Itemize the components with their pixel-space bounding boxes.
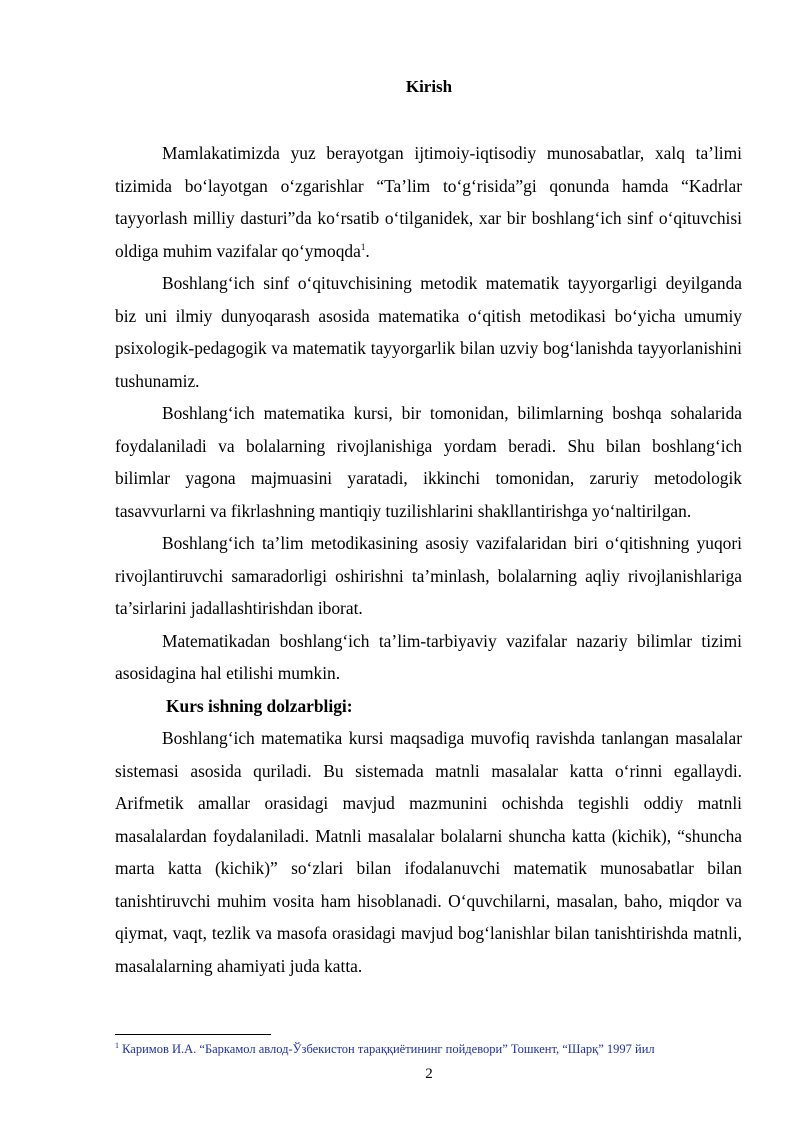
paragraph-methodical-preparation: Boshlang‘ich sinf o‘qituvchisining metodik matematik tayyorgarligi deyilganda biz uni ilmiy dunyoqarash asosida matematika o‘qitish metodikasi bo‘yicha umumiy psixologik-pedagogik va matematik tayyorgarlik bilan uzviy bog‘lanishda tayyorlanishini tushunamiz.	[115, 273, 742, 391]
footnote-divider	[115, 1034, 271, 1035]
paragraph-mathematics-course: Boshlang‘ich matematika kursi, bir tomonidan, bilimlarning boshqa sohalarida foydalaniladi va bolalarning rivojlanishiga yordam beradi. Shu bilan boshlang‘ich bilimlar yagona majmuasini yaratadi, ikkinchi tomonidan, zaruriy metodologik tasavvurlarni va fikrlashning mantiqiy tuzilishlarini shakllantirishga yo‘naltirilgan.	[115, 403, 742, 521]
page-title: Kirish	[405, 77, 453, 96]
footnote-text: Каримов И.А. “Баркамол авлод-Ўзбекистон тараққиётининг пойдевори” Тошкент, “Шарқ” 1997 йил	[122, 1042, 655, 1056]
page-number: 2	[425, 1066, 433, 1082]
paragraph-educational-tasks: Matematikadan boshlang‘ich ta’lim-tarbiyaviy vazifalar nazariy bilimlar tizimi asosidagina hal etilishi mumkin.	[115, 630, 742, 683]
body-text	[115, 137, 742, 982]
paragraph-intro: Mamlakatimizda yuz berayotgan ijtimoiy-iqtisodiy munosabatlar, xalq ta’limi tizimida bo‘layotgan o‘zgarishlar “Ta’lim to‘g‘risida”gi qonunda hamda “Kadrlar tayyorlash milliy dasturi”da ko‘rsatib o‘tilganidek, xar bir boshlang‘ich sinf o‘qituvchisi oldiga muhim vazifalar qo‘ymoqda$^1$.	[115, 143, 742, 261]
footnote-marker: 1	[115, 1040, 119, 1050]
paragraph-text-problems: Boshlang‘ich matematika kursi maqsadiga muvofiq ravishda tanlangan masalalar sistemasi asosida quriladi. Bu sistemada matnli masalalar katta o‘rinni egallaydi. Arifmetik amallar orasidagi mavjud mazmunini ochishda tegishli oddiy matnli masalalardan foydalaniladi. Matnli masalalar bolalarni shuncha katta (kichik), “shuncha marta katta (kichik)” so‘zlari bilan ifodalanuvchi matematik munosabatlar bilan tanishtiruvchi muhim vosita ham hisoblanadi. O‘quvchilarni, masalan, baho, miqdor va qiymat, vaqt, tezlik va masofa orasidagi mavjud bog‘lanishlar bilan tanishtirishda matnli, masalalarning ahamiyati juda katta.	[115, 728, 742, 976]
section-heading-relevance: Kurs ishning dolzarbligi:	[166, 695, 353, 716]
paragraph-teaching-methodology: Boshlang‘ich ta’lim metodikasining asosiy vazifalaridan biri o‘qitishning yuqori rivojlantiruvchi samaradorligi oshirishni ta’minlash, bolalarning aqliy rivojlanishlariga ta’sirlarini jadallashtirishdan iborat.	[115, 533, 742, 618]
footnote	[115, 1041, 755, 1057]
footnote-reference[interactable]: 1	[360, 241, 366, 252]
